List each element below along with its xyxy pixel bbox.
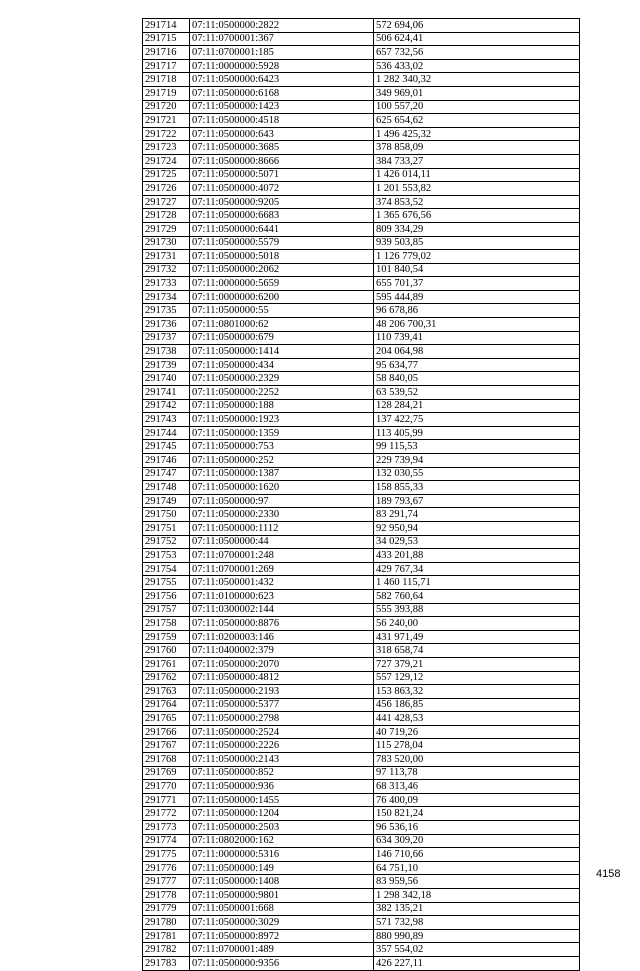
cadastral-number-cell: 07:11:0500000:753 (190, 440, 374, 454)
cadastral-number-cell: 07:11:0500000:1923 (190, 413, 374, 427)
table-row (143, 413, 580, 427)
record-id-cell: 291728 (143, 209, 190, 223)
table-row (143, 902, 580, 916)
record-id-cell: 291781 (143, 929, 190, 943)
table-row (143, 576, 580, 590)
table-row (143, 59, 580, 73)
cadastral-number-cell: 07:11:0500000:2524 (190, 725, 374, 739)
table-row (143, 114, 580, 128)
value-cell: 113 405,99 (374, 426, 580, 440)
cadastral-number-cell: 07:11:0802000:162 (190, 834, 374, 848)
record-id-cell: 291780 (143, 916, 190, 930)
table-row (143, 589, 580, 603)
value-cell: 76 400,09 (374, 793, 580, 807)
table-row (143, 209, 580, 223)
value-cell: 99 115,53 (374, 440, 580, 454)
table-row (143, 182, 580, 196)
record-id-cell: 291777 (143, 875, 190, 889)
value-cell: 657 732,56 (374, 46, 580, 60)
table-row (143, 331, 580, 345)
table-row (143, 222, 580, 236)
table-row (143, 358, 580, 372)
value-cell: 63 539,52 (374, 386, 580, 400)
table-row (143, 562, 580, 576)
record-id-cell: 291783 (143, 956, 190, 970)
record-id-cell: 291750 (143, 508, 190, 522)
value-cell: 153 863,32 (374, 685, 580, 699)
value-cell: 382 135,21 (374, 902, 580, 916)
table-row (143, 263, 580, 277)
record-id-cell: 291758 (143, 617, 190, 631)
value-cell: 189 793,67 (374, 494, 580, 508)
table-row (143, 345, 580, 359)
record-id-cell: 291731 (143, 250, 190, 264)
cadastral-number-cell: 07:11:0500000:4072 (190, 182, 374, 196)
value-cell: 357 554,02 (374, 943, 580, 957)
table-row (143, 154, 580, 168)
value-cell: 431 971,49 (374, 630, 580, 644)
value-cell: 95 634,77 (374, 358, 580, 372)
table-row (143, 793, 580, 807)
cadastral-number-cell: 07:11:0500000:5071 (190, 168, 374, 182)
value-cell: 939 503,85 (374, 236, 580, 250)
cadastral-number-cell: 07:11:0000000:6200 (190, 290, 374, 304)
value-cell: 349 969,01 (374, 86, 580, 100)
table-row (143, 318, 580, 332)
record-id-cell: 291714 (143, 19, 190, 33)
cadastral-number-cell: 07:11:0500001:432 (190, 576, 374, 590)
value-cell: 595 444,89 (374, 290, 580, 304)
record-id-cell: 291765 (143, 712, 190, 726)
table-row (143, 467, 580, 481)
cadastral-number-cell: 07:11:0500000:5377 (190, 698, 374, 712)
cadastral-number-cell: 07:11:0500000:5579 (190, 236, 374, 250)
record-id-cell: 291722 (143, 127, 190, 141)
record-id-cell: 291723 (143, 141, 190, 155)
table-row (143, 766, 580, 780)
record-id-cell: 291737 (143, 331, 190, 345)
cadastral-number-cell: 07:11:0500000:4812 (190, 671, 374, 685)
record-id-cell: 291747 (143, 467, 190, 481)
table-row (143, 141, 580, 155)
cadastral-number-cell: 07:11:0000000:5659 (190, 277, 374, 291)
table-row (143, 929, 580, 943)
cadastral-number-cell: 07:11:0500000:44 (190, 535, 374, 549)
record-id-cell: 291775 (143, 848, 190, 862)
record-id-cell: 291716 (143, 46, 190, 60)
cadastral-number-cell: 07:11:0500000:643 (190, 127, 374, 141)
cadastral-number-cell: 07:11:0500000:1620 (190, 481, 374, 495)
cadastral-number-cell: 07:11:0500000:6423 (190, 73, 374, 87)
value-cell: 115 278,04 (374, 739, 580, 753)
value-cell: 1 282 340,32 (374, 73, 580, 87)
record-id-cell: 291753 (143, 549, 190, 563)
value-cell: 48 206 700,31 (374, 318, 580, 332)
value-cell: 880 990,89 (374, 929, 580, 943)
record-id-cell: 291717 (143, 59, 190, 73)
cadastral-number-cell: 07:11:0500000:8972 (190, 929, 374, 943)
cadastral-number-cell: 07:11:0500000:1455 (190, 793, 374, 807)
table-row (143, 426, 580, 440)
cadastral-number-cell: 07:11:0500000:9205 (190, 195, 374, 209)
value-cell: 64 751,10 (374, 861, 580, 875)
record-id-cell: 291755 (143, 576, 190, 590)
table-row (143, 807, 580, 821)
value-cell: 92 950,94 (374, 521, 580, 535)
value-cell: 1 298 342,18 (374, 889, 580, 903)
cadastral-number-cell: 07:11:0500000:1414 (190, 345, 374, 359)
table-row (143, 685, 580, 699)
record-id-cell: 291779 (143, 902, 190, 916)
cadastral-number-cell: 07:11:0500000:9801 (190, 889, 374, 903)
value-cell: 634 309,20 (374, 834, 580, 848)
cadastral-number-cell: 07:11:0700001:185 (190, 46, 374, 60)
table-row (143, 657, 580, 671)
table-row (143, 19, 580, 33)
cadastral-number-cell: 07:11:0500000:1359 (190, 426, 374, 440)
cadastral-number-cell: 07:11:0500000:6683 (190, 209, 374, 223)
cadastral-number-cell: 07:11:0500000:1408 (190, 875, 374, 889)
record-id-cell: 291767 (143, 739, 190, 753)
value-cell: 204 064,98 (374, 345, 580, 359)
table-row (143, 630, 580, 644)
cadastral-number-cell: 07:11:0500000:1423 (190, 100, 374, 114)
table-row (143, 712, 580, 726)
value-cell: 582 760,64 (374, 589, 580, 603)
table-row (143, 277, 580, 291)
value-cell: 83 291,74 (374, 508, 580, 522)
cadastral-number-cell: 07:11:0500000:6441 (190, 222, 374, 236)
record-id-cell: 291749 (143, 494, 190, 508)
value-cell: 625 654,62 (374, 114, 580, 128)
cadastral-number-cell: 07:11:0500000:2329 (190, 372, 374, 386)
record-id-cell: 291733 (143, 277, 190, 291)
value-cell: 58 840,05 (374, 372, 580, 386)
value-cell: 97 113,78 (374, 766, 580, 780)
record-id-cell: 291744 (143, 426, 190, 440)
cadastral-number-cell: 07:11:0500000:1387 (190, 467, 374, 481)
value-cell: 809 334,29 (374, 222, 580, 236)
record-id-cell: 291782 (143, 943, 190, 957)
record-id-cell: 291720 (143, 100, 190, 114)
table-row (143, 889, 580, 903)
table-row (143, 236, 580, 250)
table-row (143, 698, 580, 712)
cadastral-number-cell: 07:11:0500000:2330 (190, 508, 374, 522)
record-id-cell: 291739 (143, 358, 190, 372)
cadastral-number-cell: 07:11:0500000:55 (190, 304, 374, 318)
record-id-cell: 291746 (143, 454, 190, 468)
value-cell: 1 496 425,32 (374, 127, 580, 141)
value-cell: 378 858,09 (374, 141, 580, 155)
cadastral-number-cell: 07:11:0500000:3685 (190, 141, 374, 155)
table-row (143, 875, 580, 889)
table-row (143, 86, 580, 100)
record-id-cell: 291725 (143, 168, 190, 182)
value-cell: 128 284,21 (374, 399, 580, 413)
cadastral-number-cell: 07:11:0300002:144 (190, 603, 374, 617)
record-id-cell: 291721 (143, 114, 190, 128)
table-row (143, 32, 580, 46)
table-row (143, 956, 580, 970)
cadastral-number-cell: 07:11:0500000:2062 (190, 263, 374, 277)
cadastral-number-cell: 07:11:0500000:2070 (190, 657, 374, 671)
table-row (143, 195, 580, 209)
table-row (143, 916, 580, 930)
table-row (143, 861, 580, 875)
record-id-cell: 291771 (143, 793, 190, 807)
record-id-cell: 291751 (143, 521, 190, 535)
table-row (143, 834, 580, 848)
cadastral-number-cell: 07:11:0500000:679 (190, 331, 374, 345)
cadastral-number-cell: 07:11:0000000:5316 (190, 848, 374, 862)
record-id-cell: 291718 (143, 73, 190, 87)
cadastral-number-cell: 07:11:0500000:5018 (190, 250, 374, 264)
table-row (143, 494, 580, 508)
record-id-cell: 291772 (143, 807, 190, 821)
value-cell: 1 365 676,56 (374, 209, 580, 223)
cadastral-number-cell: 07:11:0500000:1112 (190, 521, 374, 535)
table-row (143, 46, 580, 60)
value-cell: 1 426 014,11 (374, 168, 580, 182)
value-cell: 1 201 553,82 (374, 182, 580, 196)
value-cell: 137 422,75 (374, 413, 580, 427)
registry-table (142, 18, 580, 971)
record-id-cell: 291769 (143, 766, 190, 780)
record-id-cell: 291745 (143, 440, 190, 454)
table-row (143, 603, 580, 617)
value-cell: 96 678,86 (374, 304, 580, 318)
cadastral-number-cell: 07:11:0500000:936 (190, 780, 374, 794)
table-row (143, 821, 580, 835)
record-id-cell: 291754 (143, 562, 190, 576)
record-id-cell: 291719 (143, 86, 190, 100)
record-id-cell: 291756 (143, 589, 190, 603)
value-cell: 441 428,53 (374, 712, 580, 726)
table-row (143, 753, 580, 767)
table-row (143, 372, 580, 386)
cadastral-number-cell: 07:11:0500000:8876 (190, 617, 374, 631)
value-cell: 56 240,00 (374, 617, 580, 631)
cadastral-number-cell: 07:11:0700001:489 (190, 943, 374, 957)
value-cell: 571 732,98 (374, 916, 580, 930)
record-id-cell: 291759 (143, 630, 190, 644)
value-cell: 456 186,85 (374, 698, 580, 712)
value-cell: 1 126 779,02 (374, 250, 580, 264)
table-row (143, 780, 580, 794)
record-id-cell: 291757 (143, 603, 190, 617)
table-row (143, 386, 580, 400)
value-cell: 555 393,88 (374, 603, 580, 617)
table-row (143, 168, 580, 182)
table-row (143, 73, 580, 87)
cadastral-number-cell: 07:11:0500000:852 (190, 766, 374, 780)
record-id-cell: 291715 (143, 32, 190, 46)
record-id-cell: 291778 (143, 889, 190, 903)
value-cell: 101 840,54 (374, 263, 580, 277)
value-cell: 536 433,02 (374, 59, 580, 73)
value-cell: 110 739,41 (374, 331, 580, 345)
value-cell: 727 379,21 (374, 657, 580, 671)
cadastral-number-cell: 07:11:0500000:188 (190, 399, 374, 413)
cadastral-number-cell: 07:11:0500000:2798 (190, 712, 374, 726)
cadastral-number-cell: 07:11:0500000:434 (190, 358, 374, 372)
value-cell: 229 739,94 (374, 454, 580, 468)
cadastral-number-cell: 07:11:0500000:3029 (190, 916, 374, 930)
cadastral-number-cell: 07:11:0801000:62 (190, 318, 374, 332)
record-id-cell: 291743 (143, 413, 190, 427)
table-row (143, 508, 580, 522)
record-id-cell: 291774 (143, 834, 190, 848)
record-id-cell: 291763 (143, 685, 190, 699)
record-id-cell: 291762 (143, 671, 190, 685)
record-id-cell: 291735 (143, 304, 190, 318)
record-id-cell: 291766 (143, 725, 190, 739)
cadastral-number-cell: 07:11:0500000:1204 (190, 807, 374, 821)
table-row (143, 943, 580, 957)
record-id-cell: 291761 (143, 657, 190, 671)
value-cell: 318 658,74 (374, 644, 580, 658)
cadastral-number-cell: 07:11:0500000:252 (190, 454, 374, 468)
value-cell: 132 030,55 (374, 467, 580, 481)
table-row (143, 848, 580, 862)
record-id-cell: 291773 (143, 821, 190, 835)
value-cell: 146 710,66 (374, 848, 580, 862)
value-cell: 557 129,12 (374, 671, 580, 685)
page-number: 4158 (596, 868, 621, 880)
table-row (143, 549, 580, 563)
record-id-cell: 291727 (143, 195, 190, 209)
record-id-cell: 291738 (143, 345, 190, 359)
record-id-cell: 291730 (143, 236, 190, 250)
value-cell: 1 460 115,71 (374, 576, 580, 590)
value-cell: 83 959,56 (374, 875, 580, 889)
table-row (143, 399, 580, 413)
cadastral-number-cell: 07:11:0500000:9356 (190, 956, 374, 970)
cadastral-number-cell: 07:11:0500000:97 (190, 494, 374, 508)
cadastral-number-cell: 07:11:0500000:2143 (190, 753, 374, 767)
cadastral-number-cell: 07:11:0500000:2503 (190, 821, 374, 835)
record-id-cell: 291729 (143, 222, 190, 236)
value-cell: 158 855,33 (374, 481, 580, 495)
cadastral-number-cell: 07:11:0700001:248 (190, 549, 374, 563)
record-id-cell: 291764 (143, 698, 190, 712)
value-cell: 426 227,11 (374, 956, 580, 970)
record-id-cell: 291741 (143, 386, 190, 400)
value-cell: 150 821,24 (374, 807, 580, 821)
value-cell: 783 520,00 (374, 753, 580, 767)
cadastral-number-cell: 07:11:0700001:367 (190, 32, 374, 46)
record-id-cell: 291734 (143, 290, 190, 304)
record-id-cell: 291736 (143, 318, 190, 332)
table-row (143, 440, 580, 454)
cadastral-number-cell: 07:11:0500000:2252 (190, 386, 374, 400)
value-cell: 655 701,37 (374, 277, 580, 291)
value-cell: 433 201,88 (374, 549, 580, 563)
record-id-cell: 291760 (143, 644, 190, 658)
table-row (143, 481, 580, 495)
value-cell: 384 733,27 (374, 154, 580, 168)
cadastral-number-cell: 07:11:0500001:668 (190, 902, 374, 916)
cadastral-number-cell: 07:11:0400002:379 (190, 644, 374, 658)
record-id-cell: 291776 (143, 861, 190, 875)
table-row (143, 290, 580, 304)
value-cell: 100 557,20 (374, 100, 580, 114)
cadastral-number-cell: 07:11:0200003:146 (190, 630, 374, 644)
table-row (143, 617, 580, 631)
value-cell: 374 853,52 (374, 195, 580, 209)
table-row (143, 671, 580, 685)
value-cell: 96 536,16 (374, 821, 580, 835)
table-row (143, 100, 580, 114)
value-cell: 506 624,41 (374, 32, 580, 46)
record-id-cell: 291742 (143, 399, 190, 413)
table-row (143, 454, 580, 468)
cadastral-number-cell: 07:11:0500000:2822 (190, 19, 374, 33)
cadastral-number-cell: 07:11:0500000:8666 (190, 154, 374, 168)
table-row (143, 304, 580, 318)
table-row (143, 535, 580, 549)
cadastral-number-cell: 07:11:0700001:269 (190, 562, 374, 576)
table-row (143, 521, 580, 535)
table-row (143, 644, 580, 658)
cadastral-number-cell: 07:11:0500000:149 (190, 861, 374, 875)
record-id-cell: 291748 (143, 481, 190, 495)
record-id-cell: 291740 (143, 372, 190, 386)
registry-table-body (143, 19, 580, 971)
table-row (143, 739, 580, 753)
record-id-cell: 291726 (143, 182, 190, 196)
value-cell: 34 029,53 (374, 535, 580, 549)
value-cell: 429 767,34 (374, 562, 580, 576)
value-cell: 572 694,06 (374, 19, 580, 33)
cadastral-number-cell: 07:11:0500000:2193 (190, 685, 374, 699)
record-id-cell: 291768 (143, 753, 190, 767)
cadastral-number-cell: 07:11:0500000:6168 (190, 86, 374, 100)
record-id-cell: 291752 (143, 535, 190, 549)
value-cell: 68 313,46 (374, 780, 580, 794)
cadastral-number-cell: 07:11:0500000:2226 (190, 739, 374, 753)
record-id-cell: 291724 (143, 154, 190, 168)
table-row (143, 250, 580, 264)
record-id-cell: 291732 (143, 263, 190, 277)
record-id-cell: 291770 (143, 780, 190, 794)
value-cell: 40 719,26 (374, 725, 580, 739)
table-row (143, 127, 580, 141)
cadastral-number-cell: 07:11:0500000:4518 (190, 114, 374, 128)
cadastral-number-cell: 07:11:0100000:623 (190, 589, 374, 603)
table-row (143, 725, 580, 739)
cadastral-number-cell: 07:11:0000000:5928 (190, 59, 374, 73)
